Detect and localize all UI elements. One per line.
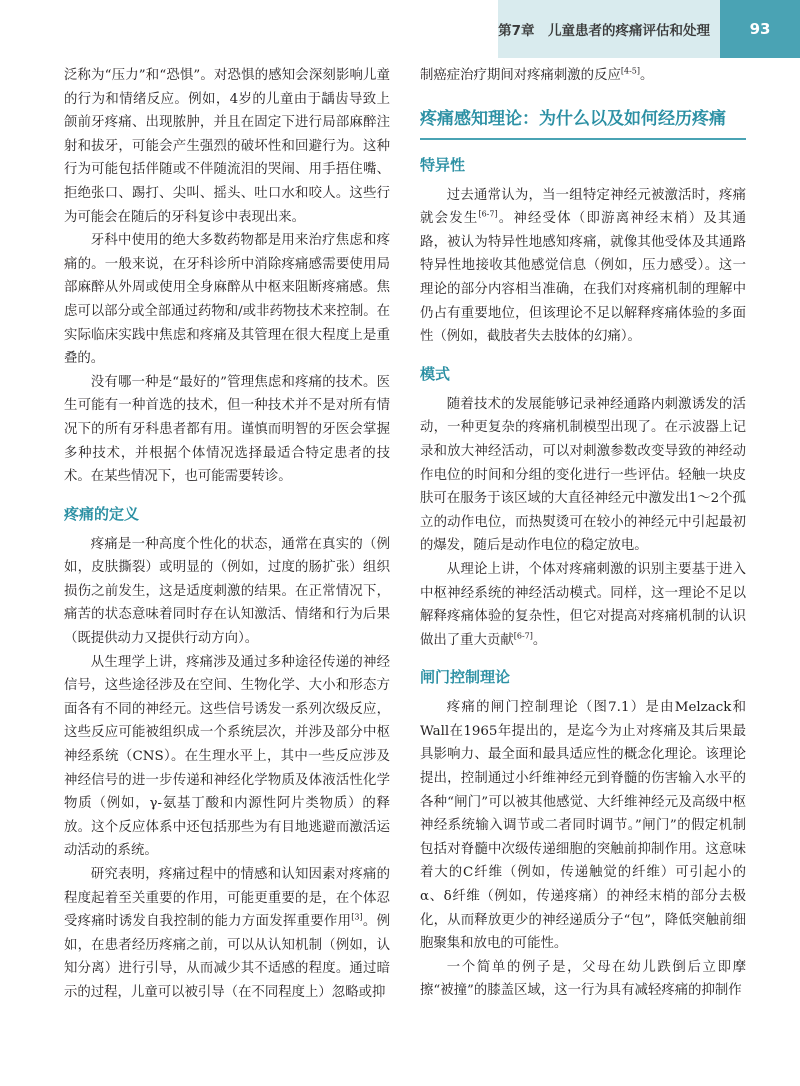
paragraph: 随着技术的发展能够记录神经通路内刺激诱发的活动，一种更复杂的疼痛机制模型出现了。在示波器上记录和放大神经活动，可以对刺激参数改变导致的神经动作电位的时间和分组的变化进行一些评估。轻触一块皮肤可在服务于该区域的大直径神经元中激发出1～2个孤立的动作电位，而热熨烫可在较小的神经元中引起最初的爆发，随后是动作电位的稳定放电。 (420, 396, 746, 554)
citation: [3] (351, 912, 363, 922)
left-column (64, 64, 390, 1005)
paragraph: 从生理学上讲，疼痛涉及通过多种途径传递的神经信号，这些途径涉及在空间、生物化学、大小和形态方面各有不同的神经元。这些信号诱发一系列次级反应，这些反应可能被组织成一个系统层次，并涉及部分中枢神经系统（CNS）。在生理水平上，其中一些反应涉及神经信号的进一步传递和神经化学物质及体液活性化学物质（例如，γ-氨基丁酸和内源性阿片类物质）的释放。这个反应体系中还包括那些为有目地逃避而激活运动活动的系统。 (64, 654, 390, 859)
paragraph-text: 制癌症治疗期间对疼痛刺激的反应 (420, 68, 621, 83)
paragraph-text: 研究表明，疼痛过程中的情感和认知因素对疼痛的程度起着至关重要的作用，可能更重要的是，在个体忍受疼痛时诱发自我控制的能力方面发挥重要作用 (64, 867, 390, 930)
paragraph: 没有哪一种是“最好的”管理焦虑和疼痛的技术。医生可能有一种首选的技术，但一种技术并不是对所有情况下的所有牙科患者都有用。谨慎而明智的牙医会掌握多种技术，并根据个体情况选择最适合特定患者的技术。在某些情况下，也可能需要转诊。 (64, 374, 390, 485)
subsection-title-specificity: 特异性 (420, 155, 466, 174)
paragraph (420, 64, 746, 88)
running-header (0, 0, 800, 66)
citation: [4-5] (620, 66, 640, 76)
paragraph (420, 558, 746, 652)
section-title-pain-theory: 疼痛感知理论：为什么以及如何经历疼痛 (420, 106, 746, 140)
page-number: 93 (720, 0, 800, 58)
paragraph (64, 863, 390, 1005)
paragraph: 牙科中使用的绝大多数药物都是用来治疗焦虑和疼痛的。一般来说，在牙科诊所中消除疼痛感需要使用局部麻醉从外周或使用全身麻醉从中枢来阻断疼痛感。焦虑可以部分或全部通过药物和/或非药物技术来控制。在实际临床实践中焦虑和疼痛及其管理在很大程度上是重叠的。 (64, 233, 390, 367)
paragraph: 一个简单的例子是，父母在幼儿跌倒后立即摩擦“被撞”的膝盖区域，这一行为具有减轻疼痛的抑制作 (420, 959, 746, 999)
paragraph-text: 。 (639, 68, 654, 83)
paragraph: 疼痛是一种高度个性化的状态，通常在真实的（例如，皮肤撕裂）或明显的（例如，过度的肠扩张）组织损伤之前发生，这是适度刺激的结果。在正常情况下，痛苦的状态意味着同时存在认知激活、情绪和行为后果（既提供动力又提供行动方向）。 (64, 536, 390, 647)
paragraph: 泛称为“压力”和“恐惧”。对恐惧的感知会深刻影响儿童的行为和情绪反应。例如，4岁的儿童由于龋齿导致上颌前牙疼痛、出现脓肿，并且在固定下进行局部麻醉注射和拔牙，可能会产生强烈的破坏性和回避行为。这种行为可能包括伴随或不伴随流泪的哭闹、用手捂住嘴、拒绝张口、踢打、尖叫、摇头、吐口水和咬人。这些行为可能会在随后的牙科复诊中表现出来。 (64, 68, 390, 225)
paragraph-text: 。例如，在患者经历疼痛之前，可以从认知机制（例如，认知分离）进行引导，从而减少其不适感的程度。通过暗示的过程，儿童可以被引导（在不同程度上）忽略或抑 (64, 914, 391, 1000)
paragraph-text: 。神经受体（即游离神经末梢）及其通路，被认为特异性地感知疼痛，就像其他受体及其通路特异性地接收其他感觉信息（例如，压力感受）。这一理论的部分内容相当准确，在我们对疼痛机制的理解中仍占有重要地位，但该理论不足以解释疼痛体验的多面性（例如，截肢者失去肢体的幻痛）。 (420, 211, 746, 345)
paragraph-text: 。 (532, 632, 547, 648)
subsection-title-definition: 疼痛的定义 (64, 504, 140, 523)
subsection-title-gate-control: 闸门控制理论 (420, 668, 511, 687)
paragraph: 疼痛的闸门控制理论（图7.1）是由Melzack和Wall在1965年提出的，是迄今为止对疼痛及其后果最具影响力、最全面和最具适应性的概念化理论。该理论提出，控制通过小纤维神经元到脊髓的伤害输入水平的各种“闸门”可以被其他感觉、大纤维神经元及高级中枢神经系统输入调节或二者同时调节。”闸门”的假定机制包括对脊髓中次级传递细胞的突触前抑制作用。这意味着大的C纤维（例如，传递触觉的纤维）可引起小的α、δ纤维（例如，传递疼痛）的神经末梢的部分去极化，从而释放更少的神经递质分子“包”，降低突触前细胞聚集和放电的可能性。 (420, 700, 746, 952)
citation: [6-7] (513, 631, 533, 641)
paragraph-text: 从理论上讲，个体对疼痛刺激的识别主要基于进入中枢神经系统的神经活动模式。同样，这一理论不足以解释疼痛体验的复杂性，但它对提高对疼痛机制的认识做出了重大贡献 (420, 561, 746, 648)
subsection-title-pattern: 模式 (420, 364, 451, 383)
right-column (420, 64, 746, 1003)
chapter-title: 第7章 儿童患者的疼痛评估和处理 (498, 23, 710, 39)
paragraph-text: 过去通常认为，当一组特定神经元被激活时，疼痛就会发生 (420, 187, 746, 227)
citation: [6-7] (478, 209, 498, 219)
paragraph (420, 184, 746, 349)
